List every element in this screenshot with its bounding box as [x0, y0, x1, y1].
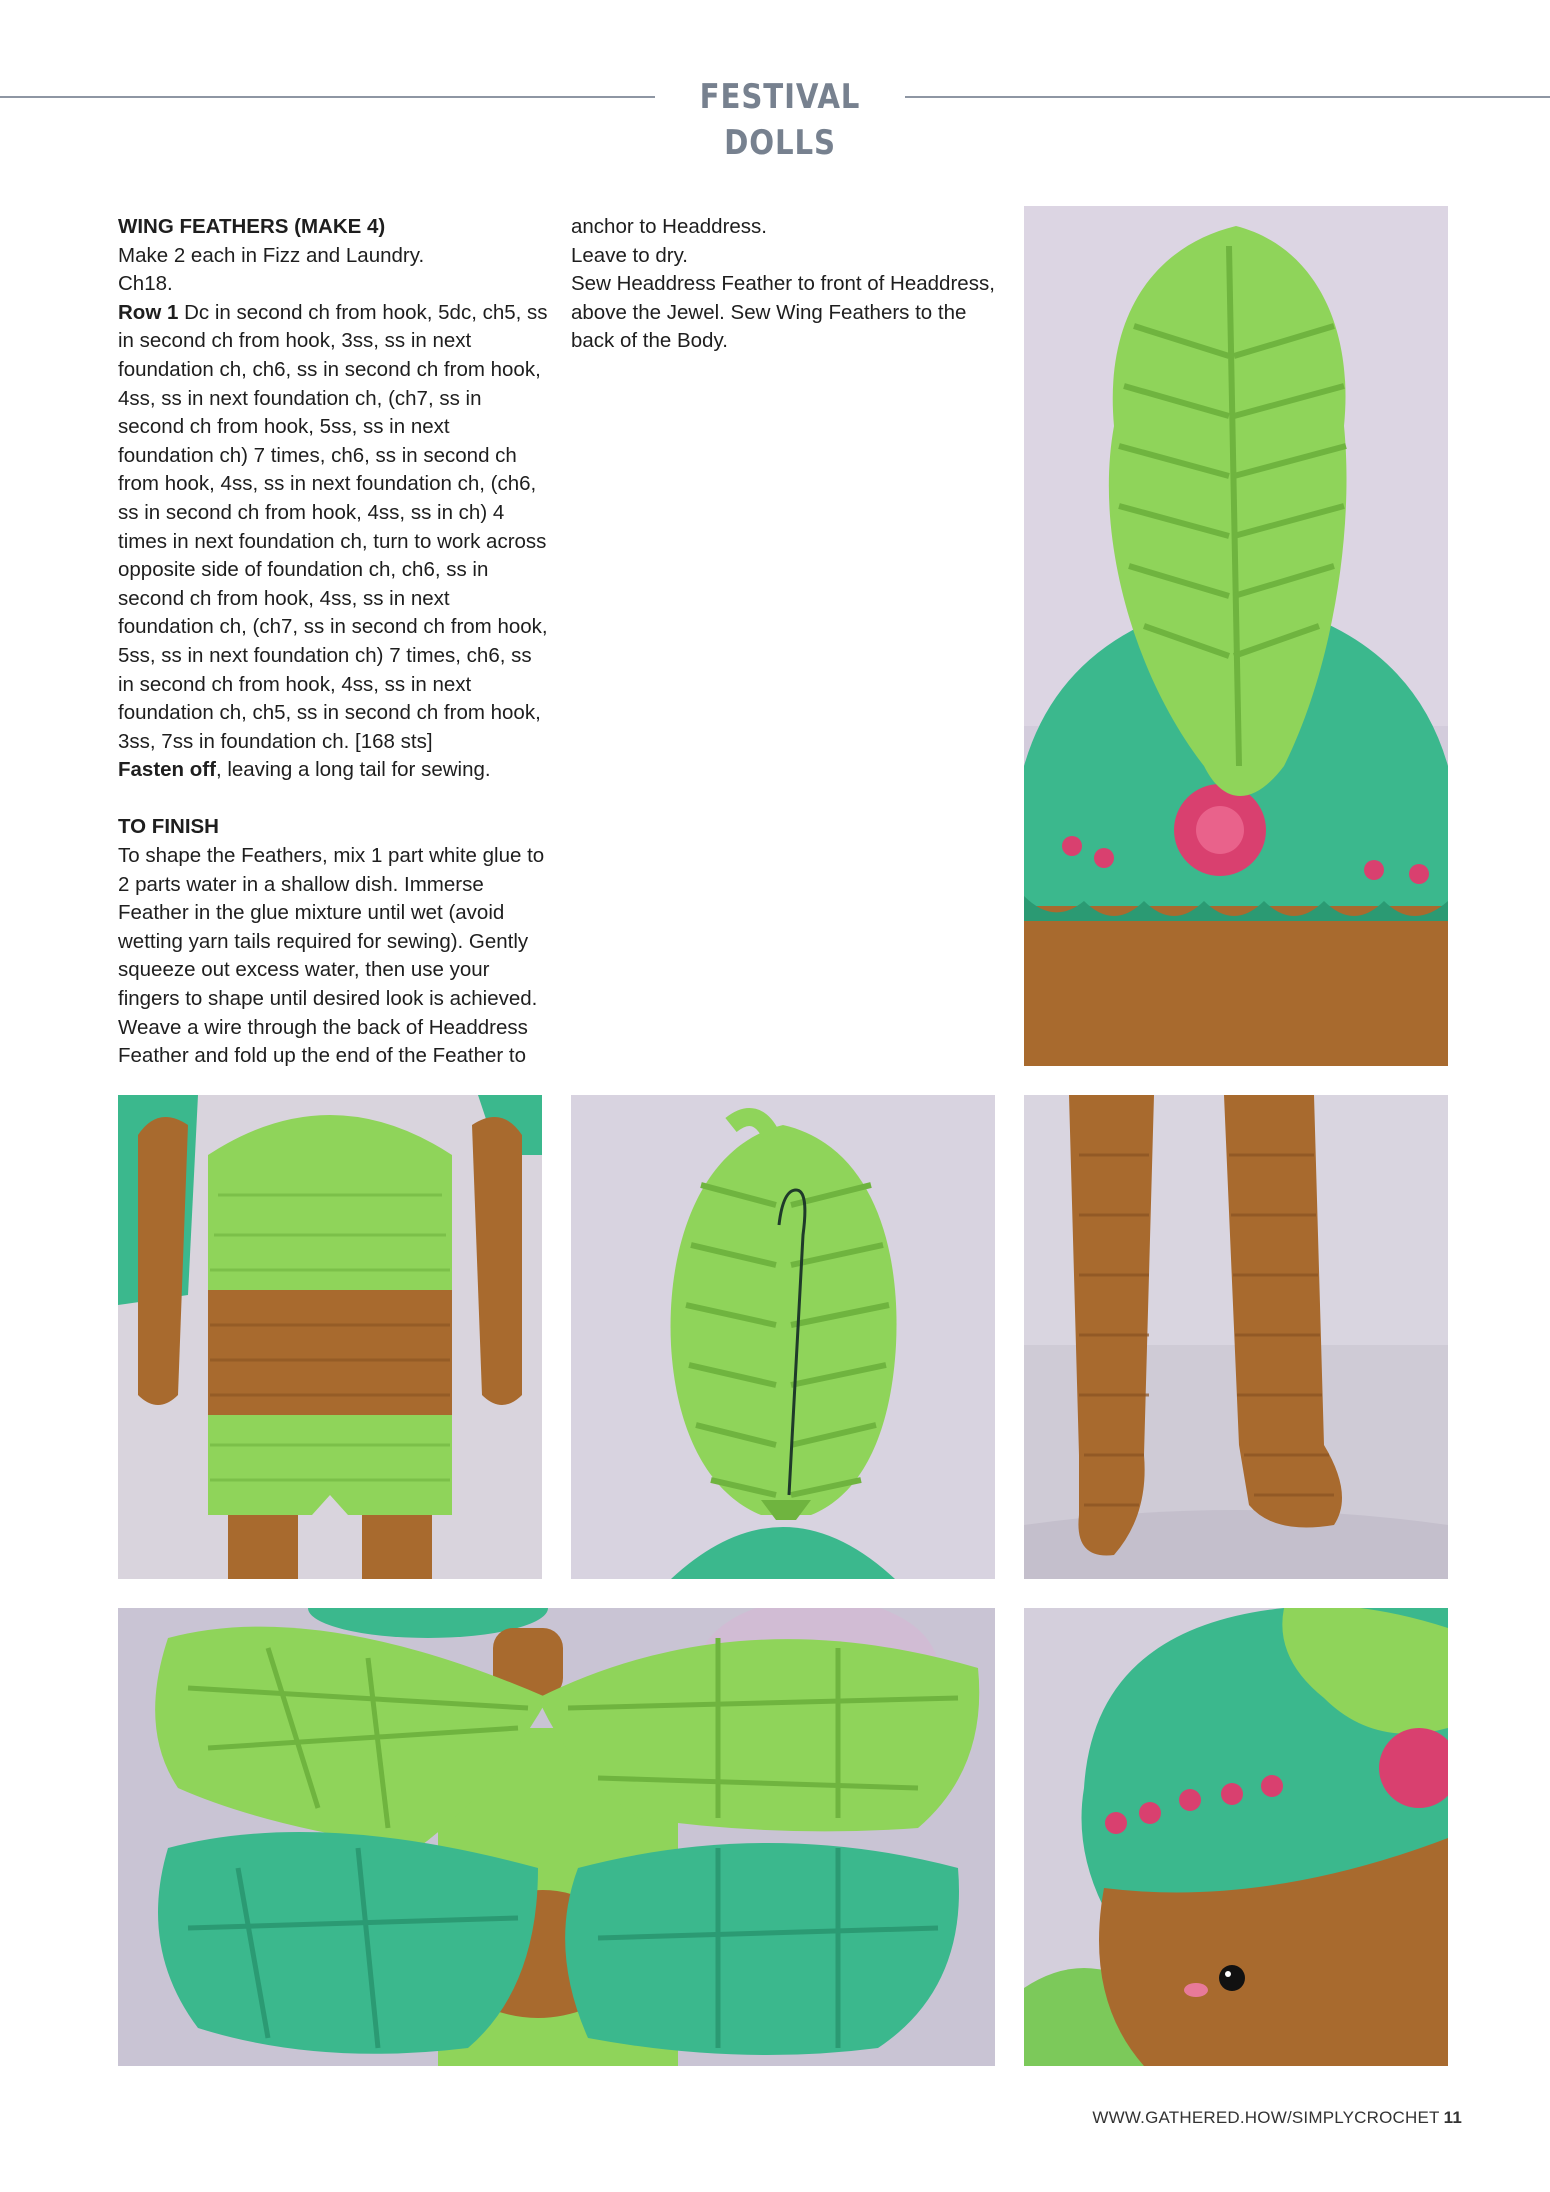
- finish-paragraph-1: To shape the Feathers, mix 1 part white glue to 2 parts water in a shallow dish. Immerse Feather in the glue mixture until wet (avoid wetting yarn tails required for sewing). Gently squeeze out excess water, then use your fingers to shape until desired look is achieved.: [118, 844, 545, 1011]
- paragraph-gap: [118, 785, 548, 814]
- wing-feathers-photo: [118, 1608, 995, 2066]
- section-title: FESTIVAL DOLLS: [699, 77, 861, 163]
- page-number: 11: [1443, 2108, 1462, 2127]
- wing-feathers-heading: WING FEATHERS (MAKE 4): [118, 215, 386, 238]
- chain-instruction: Ch18.: [118, 272, 173, 296]
- footer-url: WWW.GATHERED.HOW/SIMPLYCROCHET: [1092, 2108, 1440, 2127]
- anchor-line: anchor to Headdress.: [571, 215, 768, 238]
- fasten-off-instruction: [118, 756, 548, 785]
- doll-back-photo: [118, 1095, 542, 1579]
- row1-label: Row 1: [118, 300, 179, 324]
- instructions-column-2: [571, 213, 1001, 356]
- row1-text: Dc in second ch from hook, 5dc, ch5, ss in second ch from hook, 3ss, ss in next foundation ch, ch6, ss in second ch from hook, 4ss, ss in next foundation ch, (ch7, ss in second ch from hook, 5ss, ss in next foundation ch) 7 times, ch6, ss in second ch from hook, 4ss, ss in next foundation ch, (ch6, ss in second ch from hook, 4ss, ss in ch) 4 times in next foundation ch, turn to work across opposite side of foundation ch, ch6, ss in second ch from hook, 4ss, ss in next foundation ch, (ch7, ss in second ch from hook, 5ss, ss in next foundation ch) 7 times, ch6, ss in second ch from hook, 4ss, ss in next foundation ch, ch5, ss in second ch from hook, 3ss, 7ss in foundation ch. [168 sts]: [118, 300, 548, 753]
- make-instruction: Make 2 each in Fizz and Laundry.: [118, 243, 425, 267]
- feather-wire-photo: [571, 1095, 995, 1579]
- header-rule-left: [0, 96, 655, 98]
- sew-paragraph: Sew Headdress Feather to front of Headdress, above the Jewel. Sew Wing Feathers to the back of the Body.: [571, 272, 995, 353]
- fasten-off-label: Fasten off: [118, 758, 216, 782]
- to-finish-heading: TO FINISH: [118, 815, 219, 839]
- finish-paragraph-2: Weave a wire through the back of Headdress Feather and fold up the end of the Feather to: [118, 1015, 528, 1068]
- page-footer: [1092, 2108, 1462, 2128]
- doll-face-photo: [1024, 1608, 1448, 2066]
- row1-instruction: [118, 299, 548, 757]
- header-rule-right: [905, 96, 1550, 98]
- fasten-off-text: , leaving a long tail for sewing.: [215, 758, 491, 782]
- headdress-feather-photo: [1024, 206, 1448, 1066]
- doll-legs-photo: [1024, 1095, 1448, 1579]
- instructions-column-1: [118, 213, 548, 1071]
- dry-line: Leave to dry.: [571, 243, 688, 267]
